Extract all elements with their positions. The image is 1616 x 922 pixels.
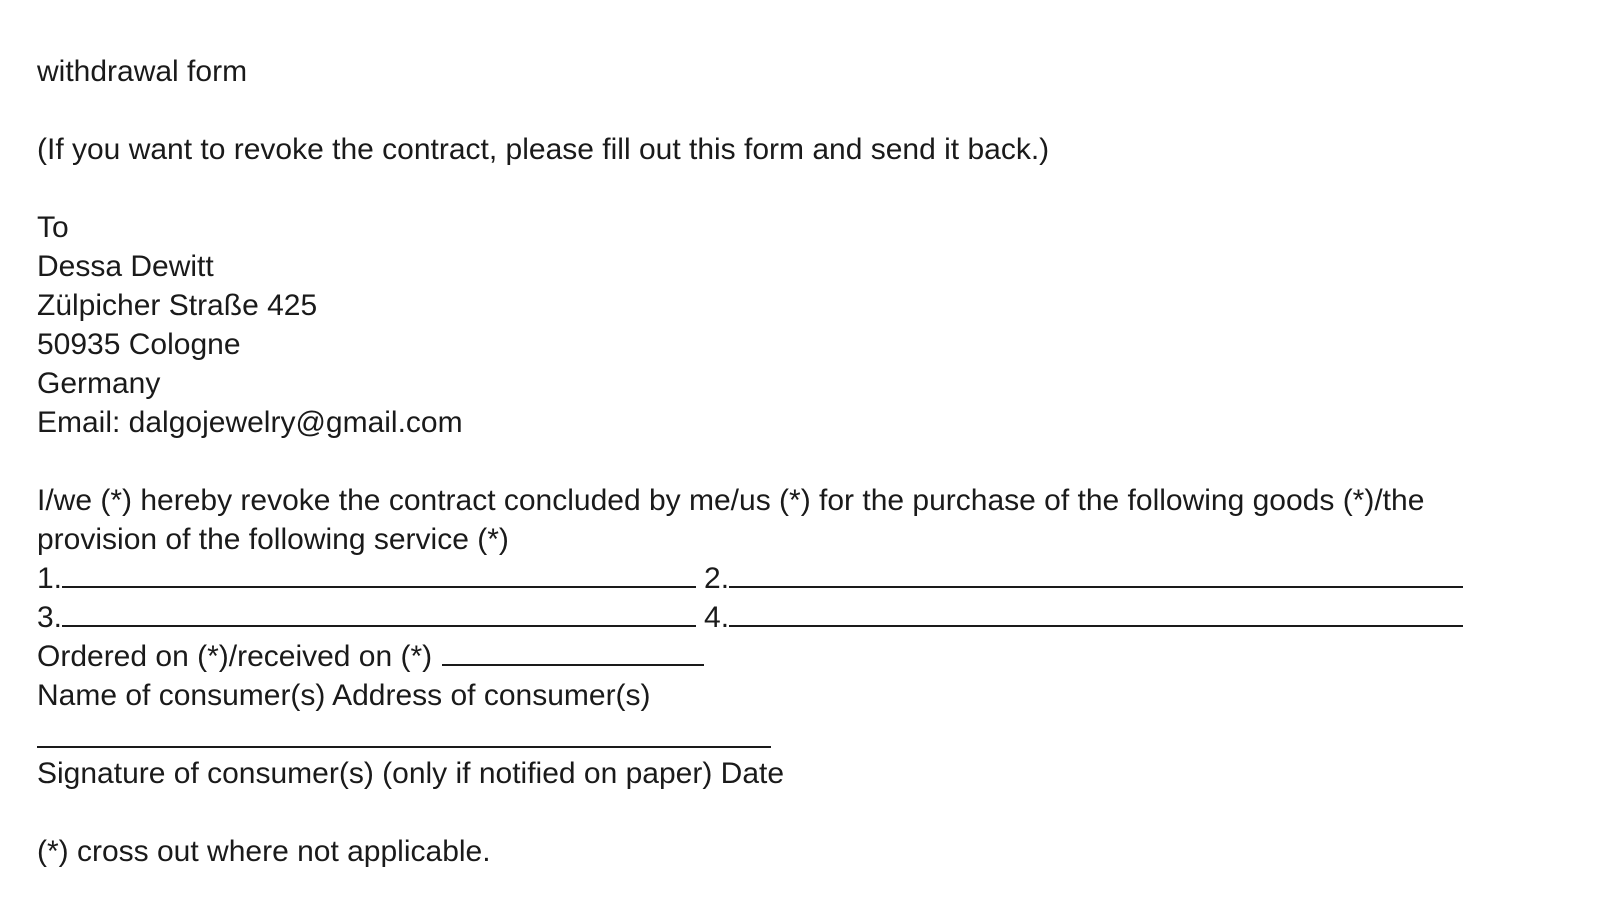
item-2-field[interactable] [729,561,1463,588]
recipient-country: Germany [37,367,161,400]
recipient-street: Zülpicher Straße 425 [37,289,318,322]
spacer [37,793,1597,832]
item-1-field[interactable] [62,561,696,588]
item-row-1-2 [37,559,1597,598]
declaration-line-1: I/we (*) hereby revoke the contract concluded by me/us (*) for the purchase of the following goods (*)/the [37,484,1425,517]
signature-rule [37,746,771,748]
form-title: withdrawal form [37,55,248,88]
form-instruction: (If you want to revoke the contract, please fill out this form and send it back.) [37,133,1050,166]
recipient-name: Dessa Dewitt [37,250,214,283]
declaration-line-2: provision of the following service (*) [37,523,509,556]
footnote: (*) cross out where not applicable. [37,835,491,868]
item-1-label: 1. [37,562,63,595]
item-4-field[interactable] [729,600,1463,627]
item-4-label: 4. [704,601,730,634]
item-2-label: 2. [704,562,730,595]
consumer-name-address-label: Name of consumer(s) Address of consumer(s) [37,679,651,712]
withdrawal-form-document [37,52,1597,871]
ordered-label: Ordered on (*)/received on (*) [37,640,433,673]
item-row-3-4 [37,598,1597,637]
item-3-label: 3. [37,601,63,634]
recipient-block [37,208,1597,442]
signature-label: Signature of consumer(s) (only if notified on paper) Date [37,757,785,790]
recipient-city: 50935 Cologne [37,328,241,361]
item-3-field[interactable] [62,600,696,627]
spacer [37,442,1597,481]
signature-field[interactable] [37,715,1597,754]
recipient-to-label: To [37,211,69,244]
spacer [37,169,1597,208]
ordered-date-field[interactable] [442,639,704,666]
spacer [37,91,1597,130]
ordered-row [37,637,1597,676]
recipient-email: Email: dalgojewelry@gmail.com [37,406,463,439]
